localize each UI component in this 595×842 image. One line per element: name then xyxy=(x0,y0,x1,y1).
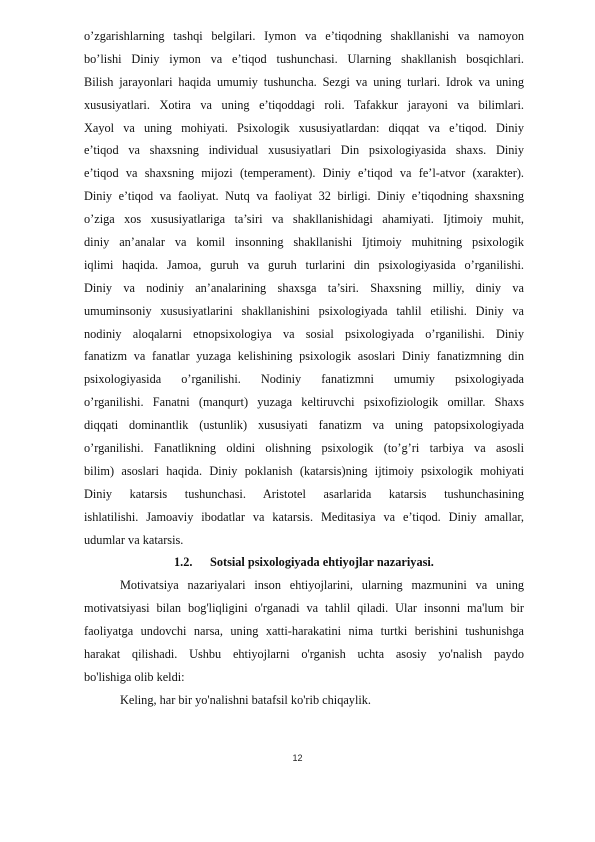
page-body xyxy=(84,25,524,712)
paragraph-line: motivatsiyasi bilan bog'liqligini o'rganadi va tahlil qiladi. Ular insonni ma'lum bir xyxy=(84,601,524,616)
paragraph-line: bo'lishiga olib keldi: xyxy=(84,669,185,684)
paragraph-line: diniy an’analar va komil insonning shakllanishi Ijtimoiy muhitning psixologik xyxy=(84,235,524,250)
paragraph-line: harakat qilishadi. Ushbu ehtiyojlarni o'rganish uchta asosiy yo'nalish paydo xyxy=(84,647,524,662)
paragraph-line: Motivatsiya nazariyalari inson ehtiyojlarini, ularning mazmunini va uning xyxy=(120,578,524,593)
paragraph-line: e’tiqod va shaxsning mijozi (temperament). Diniy e’tiqod va fe’l-atvor (xarakter). xyxy=(84,166,524,181)
paragraph-3 xyxy=(84,689,524,712)
paragraph-line: fanatizm va fanatlar yuzaga kelishining psixologik asoslari Diniy fanatizmning din xyxy=(84,349,524,364)
page-number: 12 xyxy=(292,753,303,763)
paragraph-line: udumlar va katarsis. xyxy=(84,532,184,547)
paragraph-line: e’tiqod va shaxsning individual xususiyatlari Din psixologiyasida shaxs. Diniy xyxy=(84,143,524,158)
paragraph-line: iqlimi haqida. Jamoa, guruh va guruh turlarini din psixologiyasida o’rganilishi. xyxy=(84,257,524,272)
paragraph-line: diqqati dominantlik (ustunlik) xususiyati fanatizm va uning patopsixologiyada xyxy=(84,418,524,433)
paragraph-line: o’rganilishi. Fanatlikning oldini olishning psixologik (to’g’ri tarbiya va asosli xyxy=(84,441,524,456)
paragraph-line: Bilish jarayonlari haqida umumiy tushuncha. Sezgi va uning turlari. Idrok va uning xyxy=(84,74,524,89)
paragraph-line: Diniy e’tiqod va faoliyat. Nutq va faoliyat 32 birligi. Diniy e’tiqodning shaxsning xyxy=(84,189,524,204)
paragraph-line: o’ziga xos xususiyatlariga ta’siri va shakllanishidagi ahamiyati. Ijtimoiy muhit, xyxy=(84,212,524,227)
paragraph-line: Diniy katarsis tushunchasi. Aristotel asarlarida katarsis tushunchasining xyxy=(84,486,524,501)
paragraph-line: ishlatilishi. Jamoaviy ibodatlar va katarsis. Meditasiya va e’tiqod. Diniy amallar, xyxy=(84,509,524,524)
paragraph-line: Diniy va nodiniy an’analarining shaxsga ta’siri. Shaxsning milliy, diniy va xyxy=(84,280,524,295)
paragraph-line: o’rganilishi. Fanatni (manqurt) yuzaga keltiruvchi psixofiziologik omillar. Shaxs xyxy=(84,395,524,410)
paragraph-line: bilim) asoslari haqida. Diniy poklanish (katarsis)ning ijtimoiy psixologik mohiyati xyxy=(84,463,524,478)
paragraph-line: psixologiyasida o’rganilishi. Nodiniy fanatizmni umumiy psixologiyada xyxy=(84,372,524,387)
paragraph-line: Xayol va uning mohiyati. Psixologik xususiyatlardan: diqqat va e’tiqod. Diniy xyxy=(84,120,524,135)
section-title: Sotsial psixologiyada ehtiyojlar nazariyasi. xyxy=(210,555,434,570)
paragraph-1 xyxy=(84,25,524,551)
paragraph-line: bo’lishi Diniy iymon va e’tiqod tushunchasi. Ularning shakllanish bosqichlari. xyxy=(84,51,524,66)
paragraph-line: o’zgarishlarning tashqi belgilari. Iymon va e’tiqodning shakllanishi va namoyon xyxy=(84,29,524,43)
paragraph-line: nodiniy aloqalarni etnopsixologiya va sosial psixologiyada o’rganilishi. Diniy xyxy=(84,326,524,341)
section-heading xyxy=(84,551,524,574)
paragraph-line: faoliyatga undovchi narsa, uning xatti-harakatini nima turtki berishini tushunishga xyxy=(84,624,524,639)
paragraph-line: umuminsoniy xususiyatlarini shakllanishini psixologiyada tahlil etilishi. Diniy va xyxy=(84,303,524,318)
paragraph-line: Keling, har bir yo'nalishni batafsil ko'rib chiqaylik. xyxy=(120,692,371,707)
section-number: 1.2. xyxy=(174,555,193,570)
paragraph-2 xyxy=(84,574,524,688)
paragraph-line: xususiyatlari. Xotira va uning e’tiqoddagi roli. Tafakkur jarayoni va bilimlari. xyxy=(84,97,524,112)
